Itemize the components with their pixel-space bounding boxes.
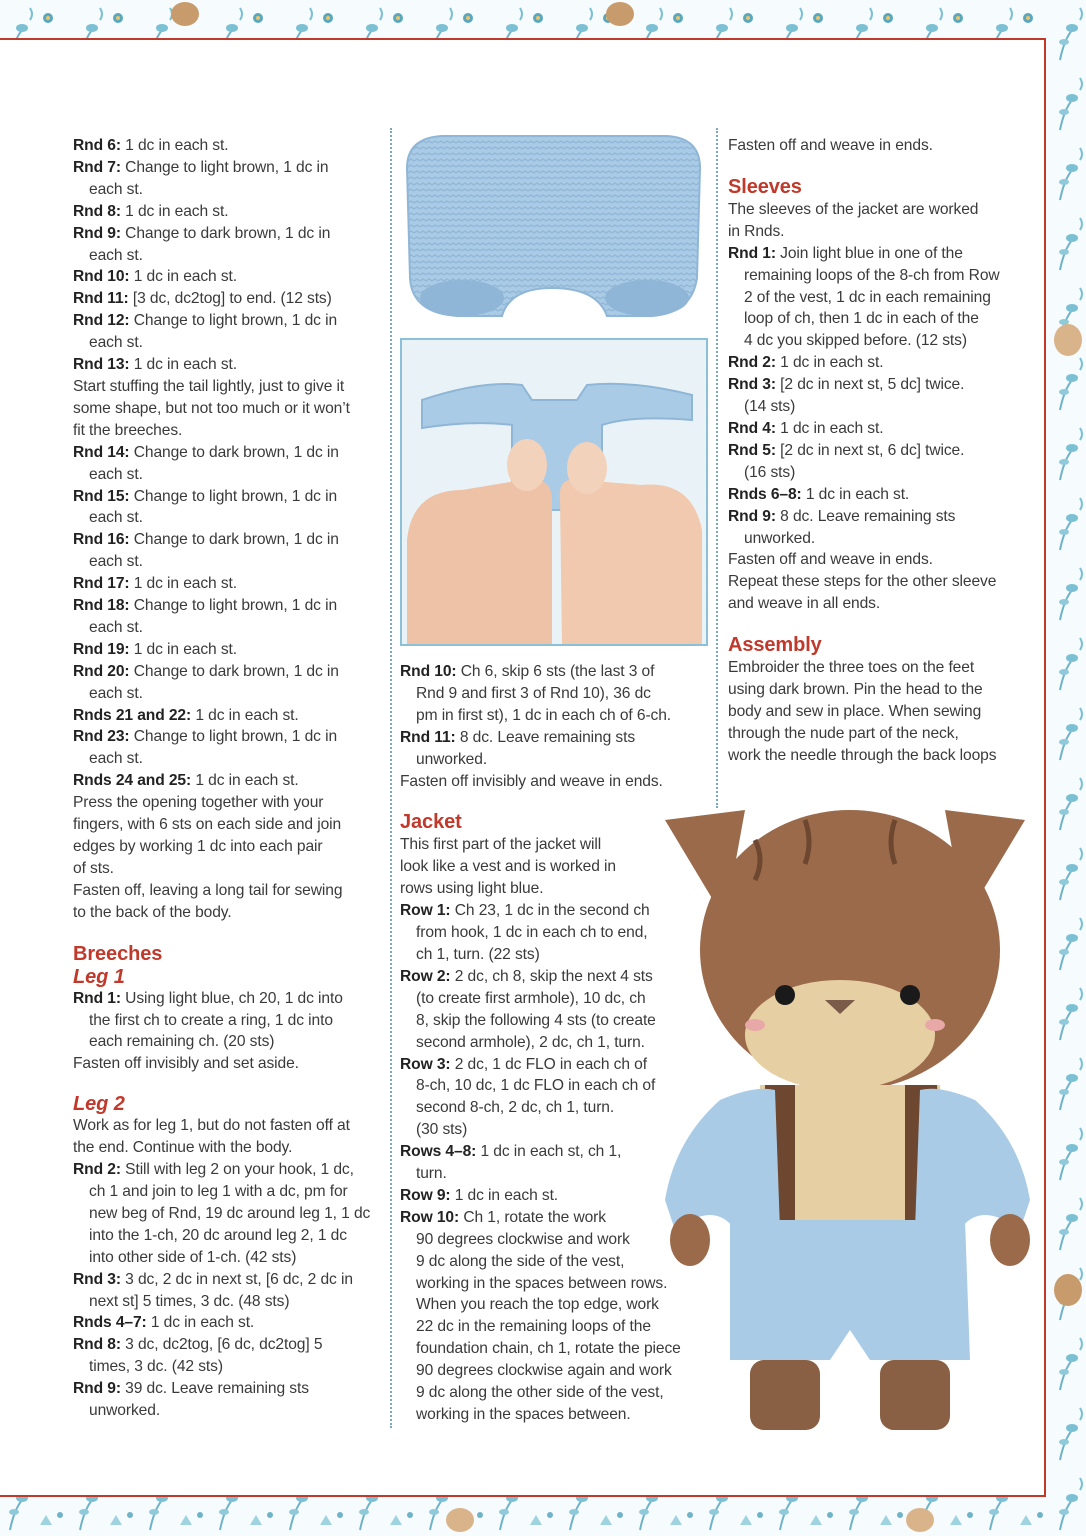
- instruction-text: 39 dc. Leave remaining sts: [120, 1380, 309, 1398]
- instruction-text: to the back of the body.: [73, 903, 232, 921]
- round-label: Rnd 9:: [73, 224, 121, 242]
- instruction-text: 1 dc in each st.: [191, 706, 299, 724]
- round-label: Rows 4–8:: [400, 1143, 477, 1161]
- instruction-line: [400, 1185, 700, 1207]
- instruction-continuation: (30 sts): [416, 1121, 468, 1139]
- instruction-line: [728, 484, 1018, 506]
- instruction-line: [73, 726, 383, 748]
- instruction-text: 8 dc. Leave remaining sts: [455, 728, 636, 746]
- round-label: Rnd 9:: [728, 507, 776, 525]
- instruction-text: Join light blue in one of the: [775, 244, 963, 262]
- round-label: Rnd 19:: [73, 640, 130, 658]
- instruction-text: 8 dc. Leave remaining sts: [775, 507, 956, 525]
- body-text-line: [728, 221, 1018, 243]
- instruction-continuation: 8, skip the following 4 sts (to create: [416, 1011, 656, 1029]
- instruction-continuation: pm in first st), 1 dc in each ch of 6-ch.: [416, 706, 672, 724]
- instruction-continuation: foundation chain, ch 1, rotate the piece: [416, 1340, 681, 1358]
- instruction-text: Using light blue, ch 20, 1 dc into: [120, 989, 343, 1007]
- instruction-text: 1 dc in each st.: [191, 772, 299, 790]
- instruction-text: Fasten off invisibly and weave in ends.: [400, 772, 663, 790]
- instruction-text: using dark brown. Pin the head to the: [728, 681, 983, 699]
- instruction-text: 3 dc, 2 dc in next st, [6 dc, 2 dc in: [120, 1270, 353, 1288]
- instruction-text: work the needle through the back loops: [728, 746, 997, 764]
- body-text-line: [728, 701, 1018, 723]
- round-label: Rnd 13:: [73, 356, 130, 374]
- instruction-line: [400, 900, 700, 922]
- section-gap: [728, 157, 1018, 175]
- subsection-heading: Leg 2: [73, 1093, 125, 1116]
- instruction-continuation: each st.: [89, 334, 143, 352]
- instruction-continuation: turn.: [416, 1165, 447, 1183]
- instruction-line: [73, 573, 383, 595]
- instruction-continuation: 22 dc in the remaining loops of the: [416, 1318, 651, 1336]
- instruction-line: [73, 201, 383, 223]
- instruction-continuation: working in the spaces between rows.: [416, 1274, 668, 1292]
- instruction-text: 1 dc in each st.: [129, 575, 238, 593]
- instruction-line: [728, 418, 1018, 440]
- instruction-line: [728, 243, 1018, 265]
- instruction-text: 1 dc in each st.: [801, 485, 910, 503]
- round-label: Rnd 2:: [73, 1161, 121, 1179]
- body-text-line: [73, 880, 383, 902]
- round-label: Row 1:: [400, 902, 451, 920]
- instruction-text: Embroider the three toes on the feet: [728, 659, 975, 677]
- instruction-text: The sleeves of the jacket are worked: [728, 200, 979, 218]
- instruction-line: [73, 1269, 383, 1291]
- instruction-text: and weave in all ends.: [728, 595, 881, 613]
- instruction-continuation: unworked.: [416, 750, 488, 768]
- instruction-text: [3 dc, dc2tog] to end. (12 sts): [128, 290, 332, 308]
- instruction-text: [2 dc in next st, 6 dc] twice.: [775, 441, 965, 459]
- round-label: Row 2:: [400, 967, 451, 985]
- instruction-text: 1 dc in each st.: [775, 354, 884, 372]
- instruction-continuation: the first ch to create a ring, 1 dc into: [89, 1011, 333, 1029]
- instruction-continuation: 2 of the vest, 1 dc in each remaining: [744, 288, 991, 306]
- round-label: Row 3:: [400, 1055, 451, 1073]
- instruction-continuation: each st.: [89, 618, 143, 636]
- instruction-text: Press the opening together with your: [73, 794, 324, 812]
- round-label: Rnd 5:: [728, 441, 776, 459]
- instruction-line: [728, 440, 1018, 462]
- round-label: Rnd 9:: [73, 1380, 121, 1398]
- instruction-line: [73, 595, 383, 617]
- instruction-text: rows using light blue.: [400, 880, 544, 898]
- round-label: Rnd 4:: [728, 419, 776, 437]
- instruction-text: Fasten off, leaving a long tail for sewing: [73, 881, 343, 899]
- section-gap: [73, 924, 383, 942]
- instruction-text: Change to dark brown, 1 dc in: [129, 662, 339, 680]
- round-label: Rnd 6:: [73, 137, 121, 154]
- column-divider: [390, 128, 392, 1428]
- round-label: Rnd 18:: [73, 597, 130, 615]
- instruction-line: [400, 661, 700, 683]
- body-text-line: [73, 420, 383, 442]
- section-gap: [73, 1075, 383, 1093]
- instruction-text: 1 dc in each st, ch 1,: [476, 1143, 622, 1161]
- instruction-continuation: each st.: [89, 553, 143, 571]
- instruction-continuation: (to create first armhole), 10 dc, ch: [416, 989, 646, 1007]
- instruction-text: in Rnds.: [728, 222, 785, 240]
- body-text-line: [728, 657, 1018, 679]
- instruction-continuation: remaining loops of the 8-ch from Row: [744, 266, 1000, 284]
- body-text-line: [728, 571, 1018, 593]
- instruction-text: Change to dark brown, 1 dc in: [129, 531, 339, 549]
- round-label: Rnds 24 and 25:: [73, 772, 192, 790]
- instruction-continuation: into other side of 1-ch. (42 sts): [89, 1248, 297, 1266]
- instruction-line: [73, 661, 383, 683]
- round-label: Rnd 2:: [728, 354, 776, 372]
- instruction-text: fit the breeches.: [73, 421, 183, 439]
- round-label: Rnds 4–7:: [73, 1314, 147, 1332]
- instruction-text: Ch 1, rotate the work: [459, 1208, 606, 1226]
- crochet-cat-toy-photo: [655, 800, 1040, 1455]
- instruction-text: 1 dc in each st.: [775, 419, 884, 437]
- instruction-line: [73, 135, 383, 157]
- instruction-line: [728, 506, 1018, 528]
- instruction-text: body and sew in place. When sewing: [728, 702, 982, 720]
- instruction-continuation: 9 dc along the side of the vest,: [416, 1252, 625, 1270]
- instruction-text: 2 dc, 1 dc FLO in each ch of: [450, 1055, 647, 1073]
- body-text-line: [400, 856, 700, 878]
- section-gap: [728, 615, 1018, 633]
- body-text-line: [73, 902, 383, 924]
- instruction-continuation: next st] 5 times, 3 dc. (48 sts): [89, 1292, 290, 1310]
- round-label: Row 9:: [400, 1186, 451, 1204]
- instruction-text: Change to light brown, 1 dc in: [129, 487, 338, 505]
- instruction-text: Ch 23, 1 dc in the second ch: [450, 902, 650, 920]
- instruction-text: Work as for leg 1, but do not fasten off at: [73, 1117, 350, 1135]
- subsection-heading: Leg 1: [73, 965, 125, 988]
- round-label: Rnd 3:: [73, 1270, 121, 1288]
- instruction-continuation: 4 dc you skipped before. (12 sts): [744, 332, 967, 350]
- instruction-text: This first part of the jacket will: [400, 836, 602, 854]
- section-heading: Breeches: [73, 942, 163, 965]
- round-label: Rnd 8:: [73, 1336, 121, 1354]
- instruction-continuation: 8-ch, 10 dc, 1 dc FLO in each ch of: [416, 1077, 656, 1095]
- text-column-left: [73, 135, 383, 1422]
- body-text-line: [728, 549, 1018, 571]
- round-label: Rnd 7:: [73, 158, 121, 176]
- instruction-text: Change to dark brown, 1 dc in: [120, 224, 331, 242]
- instruction-text: 1 dc in each st.: [120, 137, 229, 154]
- instruction-text: look like a vest and is worked in: [400, 858, 616, 876]
- section-heading: Jacket: [400, 811, 462, 834]
- instruction-continuation: ch 1 and join to leg 1 with a dc, pm for: [89, 1182, 348, 1200]
- instruction-continuation: each remaining ch. (20 sts): [89, 1033, 275, 1051]
- round-label: Rnd 11:: [73, 290, 129, 308]
- round-label: Rnd 14:: [73, 443, 130, 461]
- instruction-continuation: each st.: [89, 180, 143, 198]
- section-gap: [400, 792, 700, 810]
- body-text-line: [73, 1115, 383, 1137]
- instruction-text: [2 dc in next st, 5 dc] twice.: [775, 376, 965, 394]
- instruction-text: 1 dc in each st.: [146, 1314, 255, 1332]
- body-text-line: [728, 135, 1018, 157]
- column-divider: [716, 128, 718, 808]
- round-label: Rnd 17:: [73, 575, 130, 593]
- instruction-continuation: each st.: [89, 465, 143, 483]
- text-column-middle: [400, 661, 700, 1426]
- instruction-text: 1 dc in each st.: [129, 356, 238, 374]
- round-label: Rnd 10:: [73, 268, 130, 286]
- instruction-line: [73, 705, 383, 727]
- round-label: Rnd 15:: [73, 487, 130, 505]
- round-label: Rnd 20:: [73, 662, 130, 680]
- instruction-text: some shape, but not too much or it won’t: [73, 399, 350, 417]
- round-label: Rnd 1:: [73, 989, 121, 1007]
- instruction-text: through the nude part of the neck,: [728, 724, 959, 742]
- instruction-line: [728, 374, 1018, 396]
- instruction-line: [73, 770, 383, 792]
- instruction-continuation: (14 sts): [744, 398, 796, 416]
- instruction-line: [400, 1207, 700, 1229]
- instruction-text: Fasten off and weave in ends.: [728, 137, 933, 154]
- round-label: Rnd 3:: [728, 376, 776, 394]
- instruction-text: 3 dc, dc2tog, [6 dc, dc2tog] 5: [120, 1336, 323, 1354]
- instruction-line: [73, 486, 383, 508]
- round-label: Rnd 1:: [728, 244, 776, 262]
- round-label: Rnd 11:: [400, 728, 456, 746]
- instruction-continuation: (16 sts): [744, 463, 796, 481]
- body-text-line: [73, 814, 383, 836]
- instruction-text: edges by working 1 dc into each pair: [73, 838, 323, 855]
- instruction-line: [400, 1141, 700, 1163]
- jacket-hands-photo: [400, 338, 708, 646]
- round-label: Rnds 6–8:: [728, 485, 802, 503]
- body-text-line: [400, 771, 700, 793]
- instruction-continuation: second 8-ch, 2 dc, ch 1, turn.: [416, 1099, 615, 1117]
- round-label: Rnd 10:: [400, 663, 457, 680]
- instruction-line: [73, 288, 383, 310]
- instruction-line: [400, 966, 700, 988]
- instruction-line: [400, 1054, 700, 1076]
- instruction-continuation: each st.: [89, 509, 143, 527]
- round-label: Row 10:: [400, 1208, 460, 1226]
- instruction-text: Change to light brown, 1 dc in: [129, 728, 338, 746]
- instruction-text: 1 dc in each st.: [120, 202, 229, 220]
- instruction-line: [73, 310, 383, 332]
- instruction-line: [73, 442, 383, 464]
- instruction-continuation: Rnd 9 and first 3 of Rnd 10), 36 dc: [416, 684, 651, 702]
- instruction-text: the end. Continue with the body.: [73, 1139, 293, 1157]
- instruction-text: Change to light brown, 1 dc in: [129, 312, 338, 330]
- instruction-continuation: unworked.: [89, 1402, 161, 1420]
- instruction-line: [73, 1334, 383, 1356]
- instruction-line: [73, 1159, 383, 1181]
- round-label: Rnd 16:: [73, 531, 130, 549]
- section-heading: Assembly: [728, 634, 822, 657]
- body-text-line: [73, 836, 383, 858]
- instruction-line: [73, 157, 383, 179]
- instruction-continuation: second armhole), 2 dc, ch 1, turn.: [416, 1033, 645, 1051]
- instruction-line: [73, 354, 383, 376]
- body-text-line: [400, 834, 700, 856]
- instruction-line: [73, 223, 383, 245]
- body-text-line: [728, 745, 1018, 767]
- instruction-continuation: times, 3 dc. (42 sts): [89, 1358, 223, 1376]
- instruction-continuation: new beg of Rnd, 19 dc around leg 1, 1 dc: [89, 1204, 371, 1222]
- instruction-line: [73, 529, 383, 551]
- instruction-continuation: each st.: [89, 750, 143, 768]
- instruction-text: Change to light brown, 1 dc in: [129, 597, 338, 615]
- instruction-continuation: from hook, 1 dc in each ch to end,: [416, 924, 648, 942]
- instruction-text: Repeat these steps for the other sleeve: [728, 573, 997, 591]
- instruction-continuation: 9 dc along the other side of the vest,: [416, 1384, 664, 1402]
- round-label: Rnd 23:: [73, 728, 130, 746]
- body-text-line: [73, 858, 383, 880]
- instruction-continuation: each st.: [89, 246, 143, 264]
- instruction-continuation: working in the spaces between.: [416, 1406, 631, 1423]
- instruction-text: Ch 6, skip 6 sts (the last 3 of: [456, 663, 655, 680]
- round-label: Rnd 12:: [73, 312, 130, 330]
- instruction-continuation: When you reach the top edge, work: [416, 1296, 659, 1314]
- instruction-line: [73, 988, 383, 1010]
- instruction-text: 1 dc in each st.: [129, 268, 238, 286]
- instruction-text: Fasten off and weave in ends.: [728, 551, 933, 569]
- instruction-line: [728, 352, 1018, 374]
- instruction-continuation: loop of ch, then 1 dc in each of the: [744, 310, 979, 328]
- instruction-text: 2 dc, ch 8, skip the next 4 sts: [450, 967, 653, 985]
- text-column-right: [728, 135, 1018, 767]
- body-text-line: [73, 398, 383, 420]
- body-text-line: [728, 679, 1018, 701]
- instruction-text: fingers, with 6 sts on each side and join: [73, 816, 342, 834]
- instruction-text: Change to light brown, 1 dc in: [120, 158, 329, 176]
- body-text-line: [73, 792, 383, 814]
- instruction-line: [73, 266, 383, 288]
- body-text-line: [728, 723, 1018, 745]
- instruction-continuation: unworked.: [744, 529, 816, 547]
- body-text-line: [728, 199, 1018, 221]
- instruction-text: Still with leg 2 on your hook, 1 dc,: [120, 1161, 354, 1179]
- round-label: Rnd 8:: [73, 202, 121, 220]
- instruction-text: Change to dark brown, 1 dc in: [129, 443, 339, 461]
- instruction-continuation: each st.: [89, 684, 143, 702]
- instruction-text: Start stuffing the tail lightly, just to give it: [73, 377, 345, 395]
- body-text-line: [73, 1137, 383, 1159]
- breeches-photo: [402, 128, 705, 328]
- instruction-line: [73, 1312, 383, 1334]
- body-text-line: [73, 376, 383, 398]
- instruction-text: Fasten off invisibly and set aside.: [73, 1055, 299, 1073]
- section-heading: Sleeves: [728, 175, 802, 198]
- instruction-continuation: ch 1, turn. (22 sts): [416, 945, 540, 963]
- instruction-line: [400, 727, 700, 749]
- instruction-line: [73, 1378, 383, 1400]
- round-label: Rnds 21 and 22:: [73, 706, 192, 724]
- body-text-line: [400, 878, 700, 900]
- instruction-continuation: 90 degrees clockwise and work: [416, 1230, 630, 1248]
- instruction-text: 1 dc in each st.: [129, 640, 238, 658]
- body-text-line: [73, 1053, 383, 1075]
- instruction-line: [73, 639, 383, 661]
- body-text-line: [728, 593, 1018, 615]
- instruction-continuation: into the 1-ch, 20 dc around leg 2, 1 dc: [89, 1226, 347, 1244]
- instruction-continuation: 90 degrees clockwise again and work: [416, 1362, 672, 1380]
- instruction-text: 1 dc in each st.: [450, 1186, 559, 1204]
- instruction-text: of sts.: [73, 859, 114, 877]
